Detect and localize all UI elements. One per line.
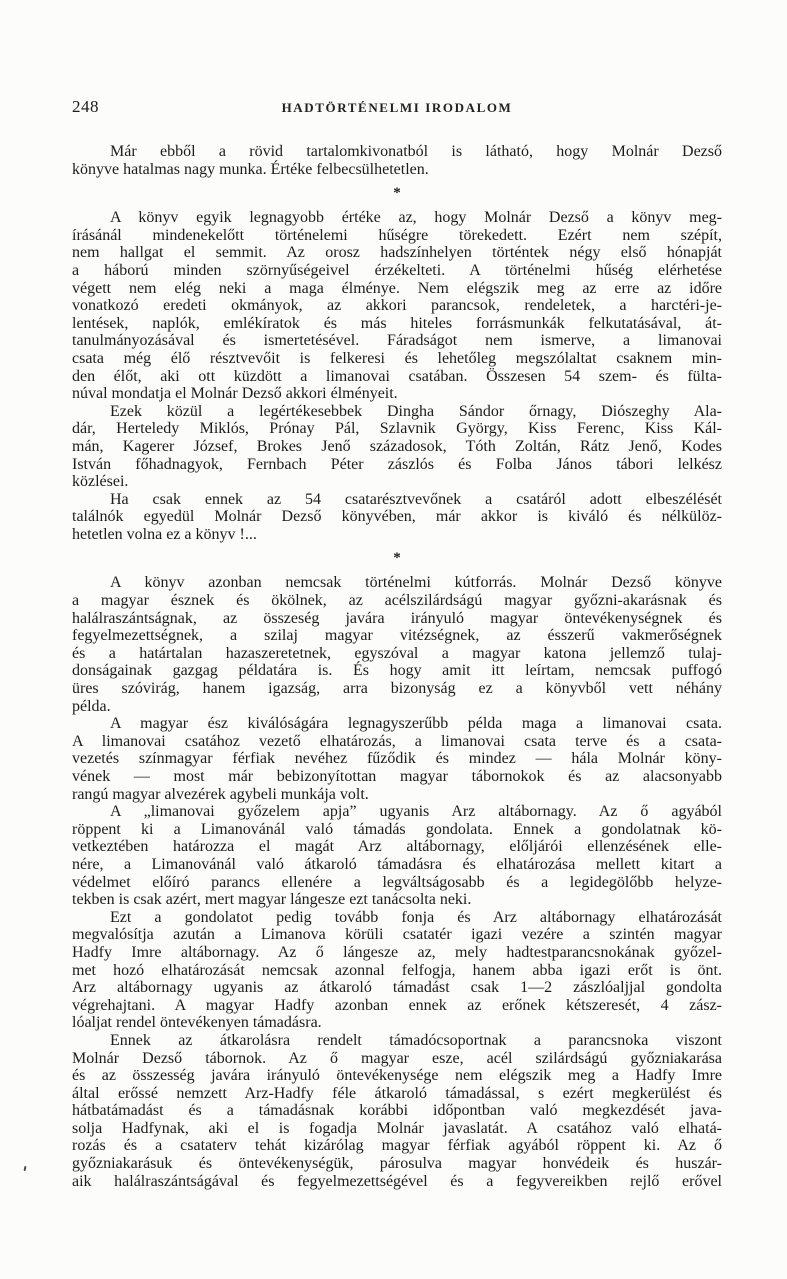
text-line: nem hallgat el semmit. Az orosz hadszínhelyen történtek négy első hónapját [72,244,722,262]
text-line: védelmet előíró parancs ellenére a legváltságosabb és a legidegölőbb helyze- [72,873,722,891]
paragraph [72,909,722,1032]
text-line: A limanovai csatához vezető elhatározás, a limanovai csata terve és a csata- [72,732,722,750]
text-line: Ezek közül a legértékesebbek Dingha Sándor őrnagy, Diószeghy Ala- [110,402,722,420]
text-line: Ha csak ennek az 54 csatarésztvevőnek a csatáról adott elbeszélését [110,490,722,508]
text-line: végrehajtani. A magyar Hadfy azonban ennek az erőnek kétszeresét, 4 zász- [72,996,722,1014]
text-line: István főhadnagyok, Fernbach Péter zászlós és Folba János tábori lelkész [72,455,722,473]
paragraph [72,1032,722,1190]
text-line: fegyelmezettségnek, a szilaj magyar vitézségnek, az ésszerű vakmerőségnek [72,627,722,645]
text-line: hetetlen volna ez a könyv !... [72,525,257,543]
text-line: vetkeztében határozza el magát Arz altábornagy, előljárói ellenzésének elle- [72,838,722,856]
text-line: vonatkozó eredeti okmányok, az akkori parancsok, rendeletek, a harctéri-je- [72,297,722,315]
text-line: hátbatámadást és a támadásnak korábbi időpontban való megkezdését java- [72,1102,722,1120]
text-line: nére, a Limanovánál való átkaroló támadásra és elhatározása mellett kitart a [72,855,722,873]
text-line: tekben is csak azért, mert magyar lángesze ezt tanácsolta neki. [72,891,472,909]
paragraph [72,574,722,715]
text-line: vezetés színmagyar férfiak nevéhez fűződik és mindez — hála Molnár köny- [72,750,722,768]
text-line: megvalósítja azután a Limanova körüli csatatér igazi vezére a szintén magyar [72,926,722,944]
paragraph [72,143,722,178]
text-line: A könyv azonban nemcsak történelmi kútforrás. Molnár Dezső könyve [110,574,722,592]
text-line: vének — most már bebizonyítottan magyar tábornokok és az alacsonyabb [72,768,722,785]
text-line: üres szóvirág, hanem igazság, arra bizonyság ez a könyvből vett néhány [72,680,722,698]
text-line: A „limanovai győzelem apja” ugyanis Arz altábornagy. Az ő agyából [110,803,722,821]
text-line: és a határtalan hazaszeretetnek, egyszóval a magyar katona jellemző tulaj- [72,644,722,662]
text-line: a háború minden szörnyűségeivel érzékelteti. A történelmi hűség elérhetése [72,261,722,279]
text-line: Hadfy Imre altábornagy. Az ő lángesze az, mely hadtestparancsnokának győzel- [72,943,722,961]
text-line: tanulmányozásával és ismertetésével. Fáradságot nem ismerve, a limanovai [72,332,722,350]
text-line: lentések, naplók, emlékíratok és más hiteles forrásmunkák felkutatásával, át- [72,314,722,332]
text-line: Már ebből a rövid tartalomkivonatból is látható, hogy Molnár Dezső [110,143,722,160]
text-line: Ennek az átkarolásra rendelt támadócsoportnak a parancsnoka viszont [110,1031,722,1049]
text-line: győzniakarásuk és öntevékenységük, párosulva magyar honvédeik és huszár- [72,1155,722,1173]
text-line: könyve hatalmas nagy munka. Értéke felbecsülhetetlen. [72,160,429,178]
running-header [72,97,722,117]
text-line: núval mondatja el Molnár Dezső akkori élményeit. [72,385,398,403]
section-separator: * [393,550,401,567]
text-line: a magyar észnek és ökölnek, az acélszilárdságú magyar győzni-akarásnak és [72,592,722,610]
text-line: solja Hadfynak, aki el is fogadja Molnár javaslatát. A csatához való elhatá- [72,1119,722,1137]
text-line: közlései. [72,473,129,491]
text-line: lóaljat rendel öntevékenyen támadásra. [72,1014,322,1032]
text-line: den élőt, aki ott küzdött a limanovai csatában. Összesen 54 szem- és fülta- [72,367,722,385]
text-line: találnók egyedül Molnár Dezső könyvében, már akkor is kiváló és nélkülöz- [72,508,722,526]
text-line: Ezt a gondolatot pedig tovább fonja és Arz altábornagy elhatározását [110,908,722,926]
text-line: csata még élő résztvevőit is felkeresi és lehetőleg megszólaltat csaknem min- [72,349,722,367]
text-line: mán, Kagerer József, Brokes Jenő századosok, Tóth Zoltán, Rátz Jenő, Kodes [72,437,722,455]
paragraph [72,403,722,491]
text-line: met hozó elhatározását nemcsak azonnal felfogja, hanem abba igazi erőt is önt. [72,961,722,979]
running-title: HADTÖRTÉNELMI IRODALOM [281,100,513,115]
paragraph [72,209,722,403]
text-line: röppent ki a Limanovánál való támadás gondolata. Ennek a gondolatnak kö- [72,820,722,838]
text-line: A magyar ész kiválóságára legnagyszerűbb példa maga a limanovai csata. [110,715,722,733]
paragraph [72,491,722,544]
text-line: példa. [72,697,111,715]
text-line: végett nem elég neki a maga élménye. Nem elégszik meg az erre az időre [72,279,722,297]
text-line: Molnár Dezső tábornok. Az ő magyar esze, acél szilárdságú győzniakarása [72,1049,722,1067]
text-line: halálraszántságnak, az összeség javára irányuló magyar öntevékenységnek és [72,609,722,627]
text-column [72,97,722,1190]
paragraph [72,803,722,909]
text-line: írásánál mindenekelőtt történelemi hűségre törekedett. Ezért nem szépít, [72,226,722,244]
text-line: dár, Herteledy Miklós, Prónay Pál, Szlavnik György, Kiss Ferenc, Kiss Kál- [72,420,722,438]
text-line: által erőssé nemzett Arz-Hadfy féle átkaroló támadással, s ezért megkerülést és [72,1084,722,1102]
page-body [72,143,722,1190]
text-line: donságainak gazgag példatára is. És hogy amit itt leírtam, nemcsak puffogó [72,662,722,680]
text-line: és az összesség javára irányuló öntevékenysége nem elégszik meg a Hadfy Imre [72,1067,722,1085]
text-line: rangú magyar alvezérek agybeli munkája volt. [72,785,369,803]
scan-speck-artifact [24,1166,27,1171]
text-line: Arz altábornagy ugyanis az átkaroló támadást csak 1—2 zászlóaljjal gondolta [72,979,722,997]
paragraph [72,715,722,803]
text-line: rozás és a csataterv tehát kizárólag magyar férfiak agyából röppent ki. Az ő [72,1137,722,1155]
section-separator: * [393,185,401,202]
text-line: A könyv egyik legnagyobb értéke az, hogy Molnár Dezső a könyv meg- [110,209,722,227]
page-number: 248 [72,97,99,116]
text-line: aik halálraszántságával és fegyelmezettségével és a fegyvereikben rejlő erővel [72,1172,722,1190]
